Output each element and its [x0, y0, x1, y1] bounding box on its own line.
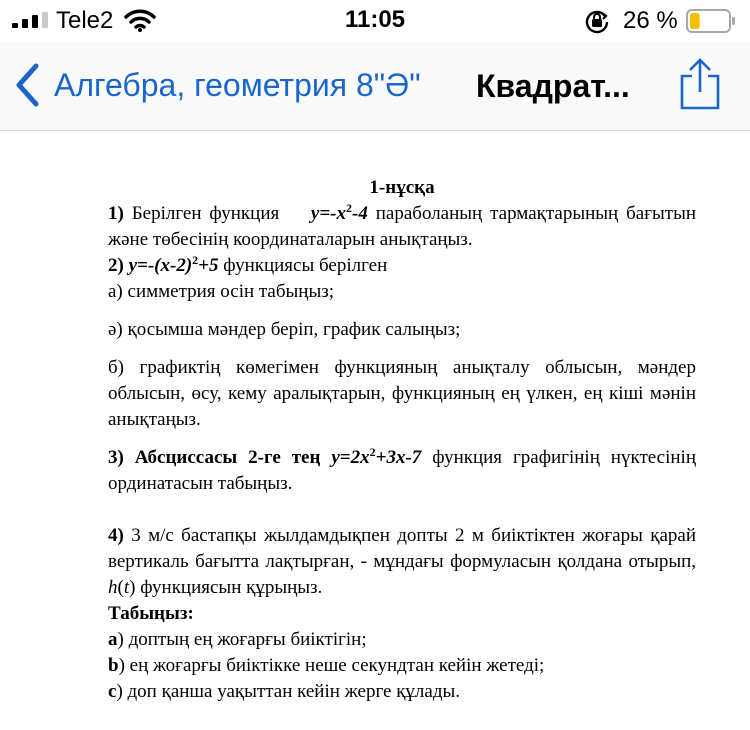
part-b-letter: b — [108, 655, 119, 676]
question-2 — [108, 253, 696, 279]
question-4-paren-close: ) — [129, 577, 136, 598]
question-3-formula: y=2x — [331, 447, 370, 468]
part-b-text: ) ең жоғарғы биіктікке неше секундтан кейін жетеді; — [118, 655, 545, 676]
part-a-text: ) доптың ең жоғарғы биіктігін; — [117, 629, 367, 650]
question-3-label: 3) Абсциссасы 2-ге тең — [108, 447, 321, 468]
find-label: Табыңыз: — [108, 603, 194, 624]
question-1-formula-exponent: 2 — [346, 201, 352, 215]
question-4-text-end: функциясын құрыңыз. — [135, 577, 323, 598]
question-4-number: 4) — [108, 525, 124, 546]
part-c-text: ) доп қанша уақыттан кейін жерге құлады. — [116, 681, 461, 702]
question-1 — [108, 201, 696, 253]
question-3-formula-tail: +3x-7 — [375, 447, 422, 468]
variant-title: 1-нұсқа — [369, 177, 435, 198]
question-3 — [108, 445, 696, 497]
chevron-left-icon — [14, 63, 40, 107]
share-icon[interactable] — [678, 58, 722, 110]
question-1-formula: y=-x — [310, 203, 346, 224]
question-4-paren-open: ( — [117, 577, 124, 598]
question-4-part-c — [108, 679, 696, 705]
carrier-name: Tele2 — [56, 7, 114, 34]
question-4 — [108, 523, 696, 601]
back-button-label: Алгебра, геометрия 8"Ә" — [54, 66, 421, 103]
question-4-text-start: 3 м/с бастапқы жылдамдықпен допты 2 м биіктіктен жоғары қарай вертикаль бағытта лақтырған, - мұндағы формуласын қолдана отырып, — [108, 525, 696, 572]
question-1-formula-tail: -4 — [352, 203, 368, 224]
battery-icon — [686, 9, 736, 33]
question-3-formula-exponent: 2 — [369, 445, 376, 459]
part-c-letter: c — [108, 681, 117, 702]
question-1-text-start: Берілген функция — [123, 203, 280, 224]
question-2-part-b: б) графиктің көмегімен функцияның анықталу облысын, мәндер облысын, өсу, кему аралықтарын, функцияның ең үлкен, ең кіші мәнін анықтаңыз. — [108, 357, 696, 430]
status-time: 11:05 — [344, 6, 406, 33]
question-4-part-a — [108, 627, 696, 653]
question-2-number: 2) — [108, 255, 124, 276]
question-4-find-heading — [108, 601, 696, 627]
question-2-part-ae: ә) қосымша мәндер беріп, график салыңыз; — [108, 319, 461, 340]
rotation-lock-icon — [584, 8, 610, 34]
battery-percent: 26 % — [623, 7, 678, 34]
status-bar — [0, 0, 750, 42]
question-2-part-a: а) симметрия осін табыңыз; — [108, 281, 335, 302]
question-3-text: функция графигінің нүктесінің ординатасын табыңыз. — [108, 447, 696, 494]
question-1-text-end: параболаның тармақтарының бағытын және төбесінің координаталарын анықтаңыз. — [108, 203, 697, 250]
question-4-formula-h: h — [108, 577, 118, 598]
back-button[interactable] — [14, 62, 421, 108]
question-4-part-b — [108, 653, 696, 679]
question-2-formula-exponent: 2 — [192, 253, 199, 267]
question-2-formula: y=-(x-2) — [123, 255, 193, 276]
navigation-bar — [0, 42, 750, 131]
question-2-text: функциясы берілген — [218, 255, 388, 276]
document-title: Квадрат... — [476, 68, 630, 104]
question-4-formula-t: t — [123, 577, 130, 598]
document-content — [108, 175, 696, 705]
question-1-number: 1) — [108, 203, 124, 224]
part-a-letter: а — [108, 629, 118, 650]
question-2-formula-tail: +5 — [198, 255, 219, 276]
